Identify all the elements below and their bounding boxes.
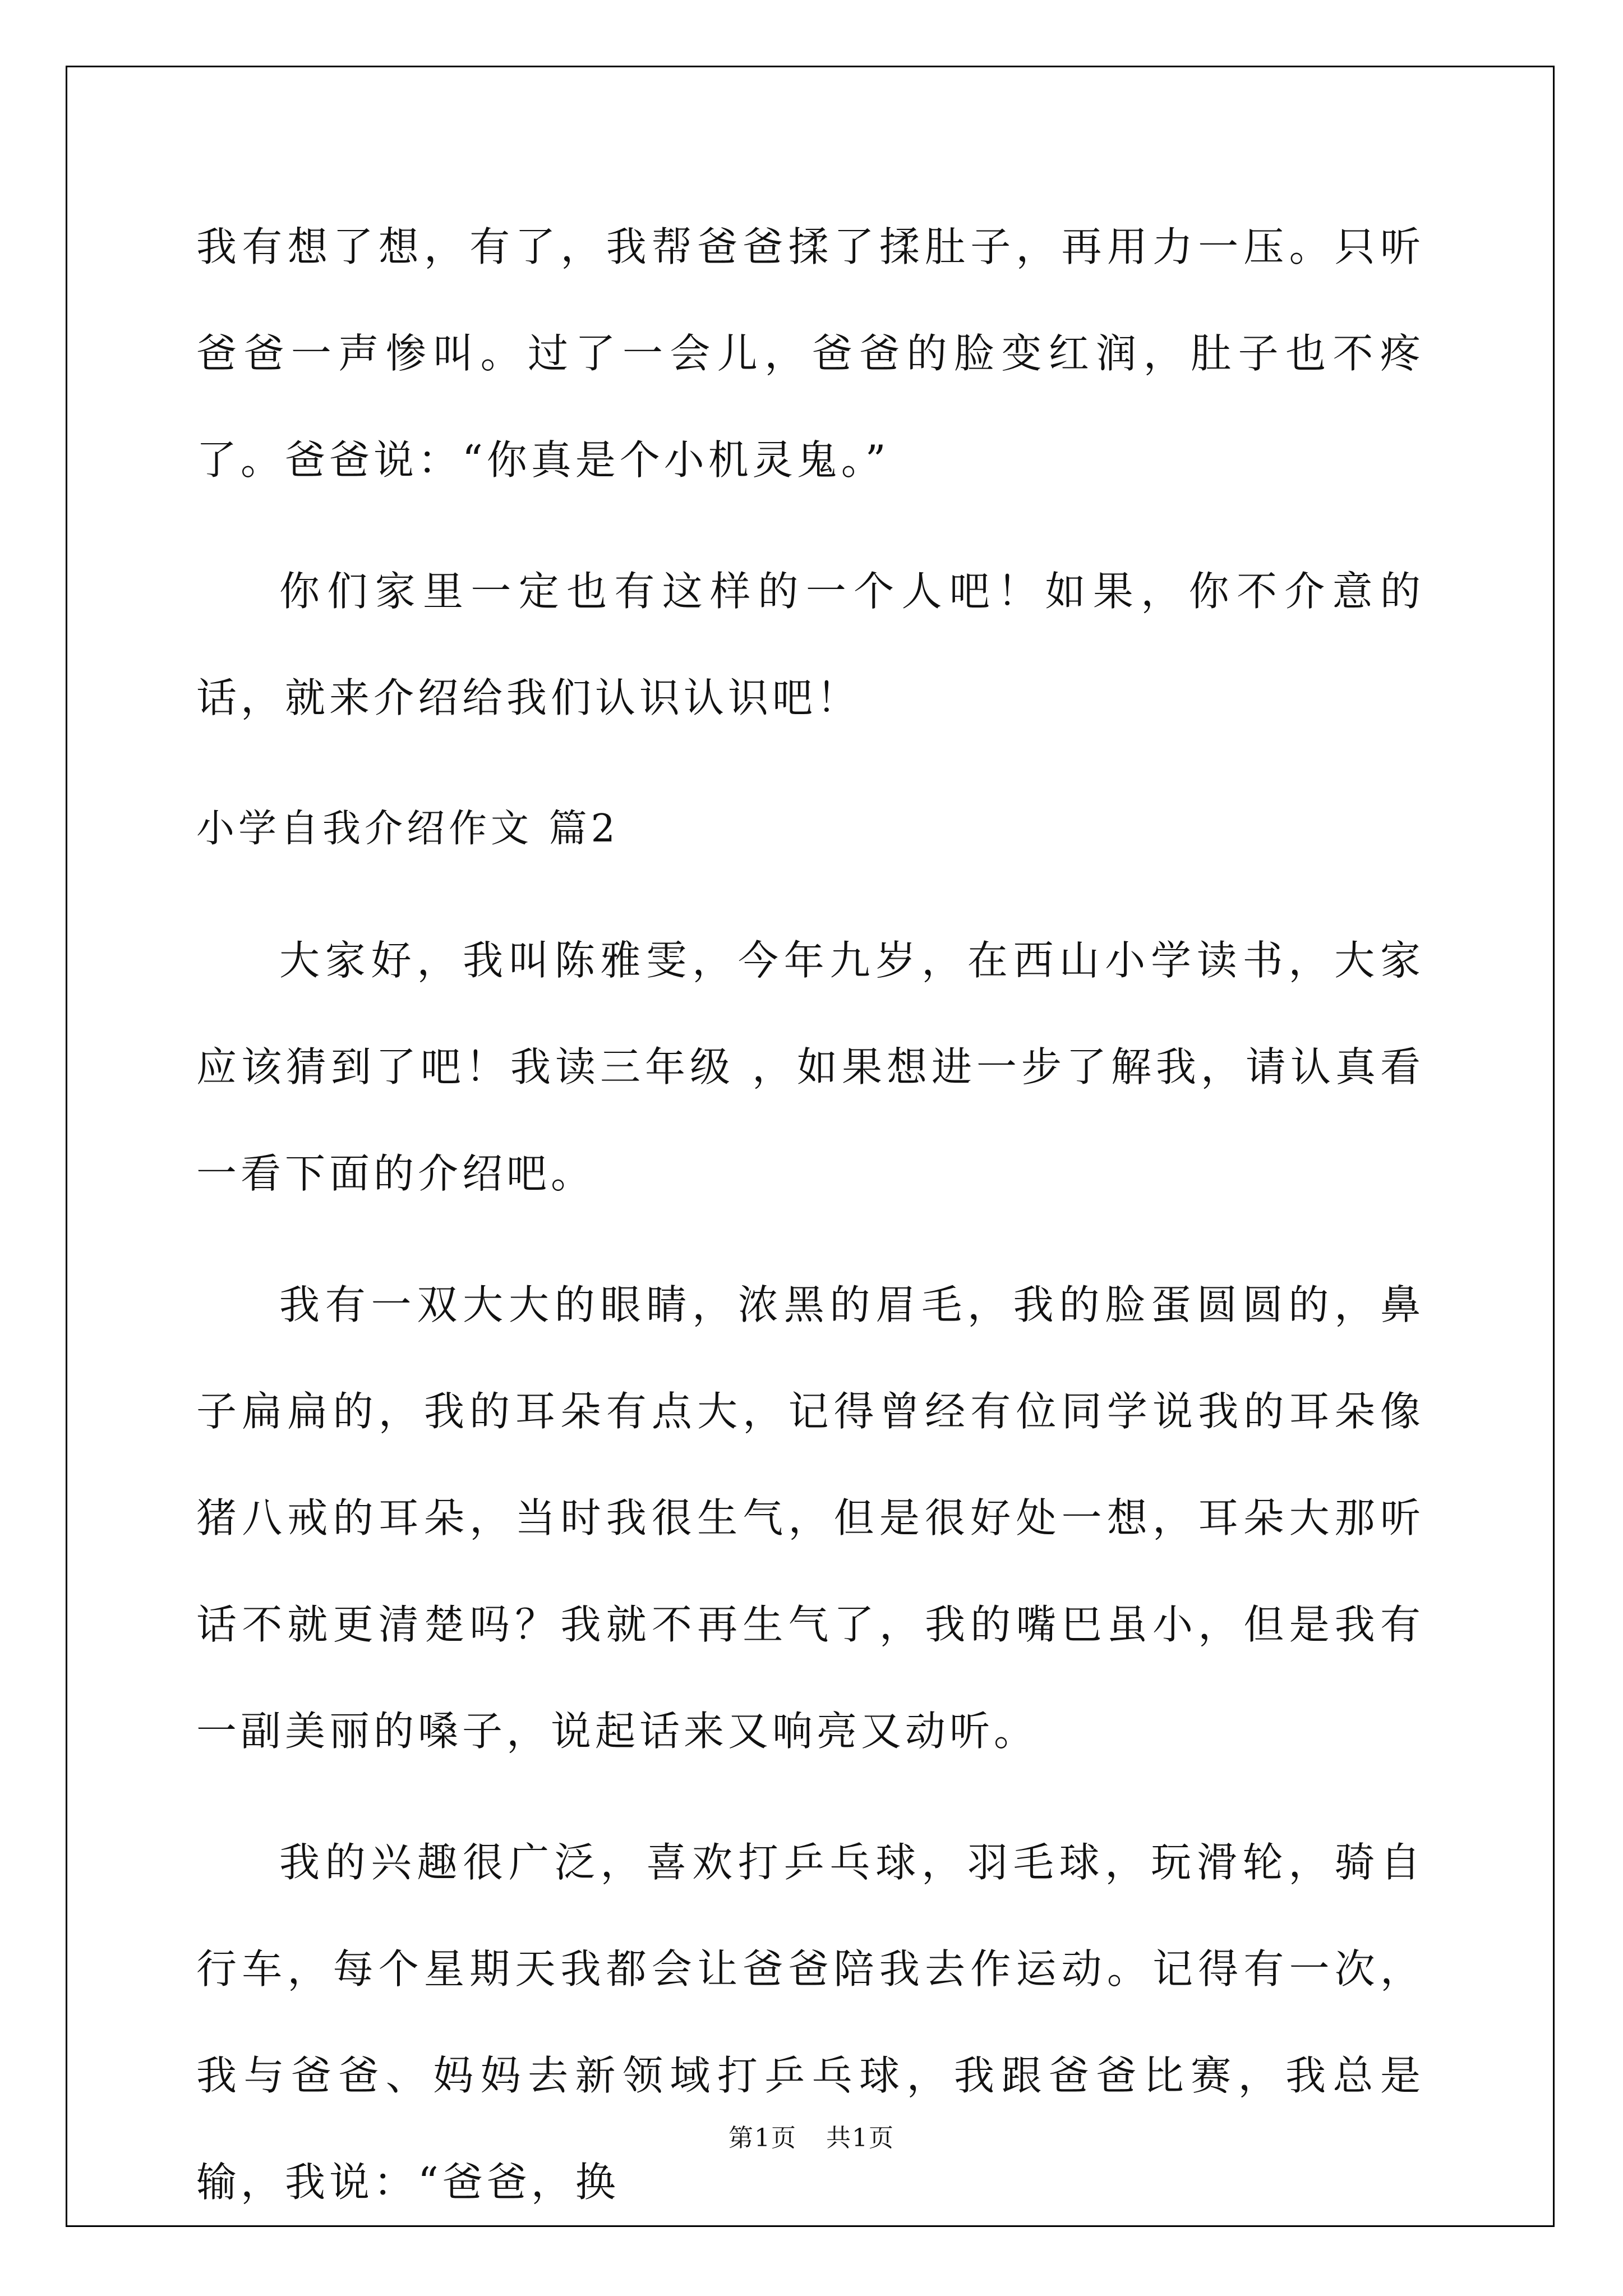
paragraph-continuation: 我有想了想，有了，我帮爸爸揉了揉肚子，再用力一压。只听爸爸一声惨叫。过了一会儿，爸爸的脸变红润，肚子也不疼了。爸爸说：“你真是个小机灵鬼。” — [196, 223, 1424, 484]
section-heading: 小学自我介绍作文 篇2 — [196, 807, 619, 851]
paragraph-closing-invitation: 你们家里一定也有这样的一个人吧！如果，你不介意的话，就来介绍给我们认识认识吧！ — [196, 568, 1424, 721]
paragraph-introduction: 大家好，我叫陈雅雯，今年九岁，在西山小学读书，大家应该猜到了吧！我读三年级 ，如果想进一步了解我，请认真看一看下面的介绍吧。 — [196, 937, 1424, 1197]
document-body — [196, 194, 1424, 2235]
page-footer — [0, 2118, 1623, 2154]
paragraph-hobbies: 我的兴趣很广泛，喜欢打乒乓球，羽毛球，玩滑轮，骑自行车，每个星期天我都会让爸爸陪我去作运动。记得有一次，我与爸爸、妈妈去新领域打乒乓球，我跟爸爸比赛，我总是输，我说：“爸爸，换 — [196, 1839, 1424, 2206]
paragraph-appearance: 我有一双大大的眼睛，浓黑的眉毛，我的脸蛋圆圆的，鼻子扁扁的，我的耳朵有点大，记得曾经有位同学说我的耳朵像猪八戒的耳朵，当时我很生气，但是很好处一想，耳朵大那听话不就更清楚吗？我就不再生气了，我的嘴巴虽小，但是我有一副美丽的嗓子，说起话来又响亮又动听。 — [196, 1281, 1424, 1755]
page-number: 第1页 — [728, 2124, 797, 2152]
page-total: 共1页 — [826, 2124, 895, 2152]
